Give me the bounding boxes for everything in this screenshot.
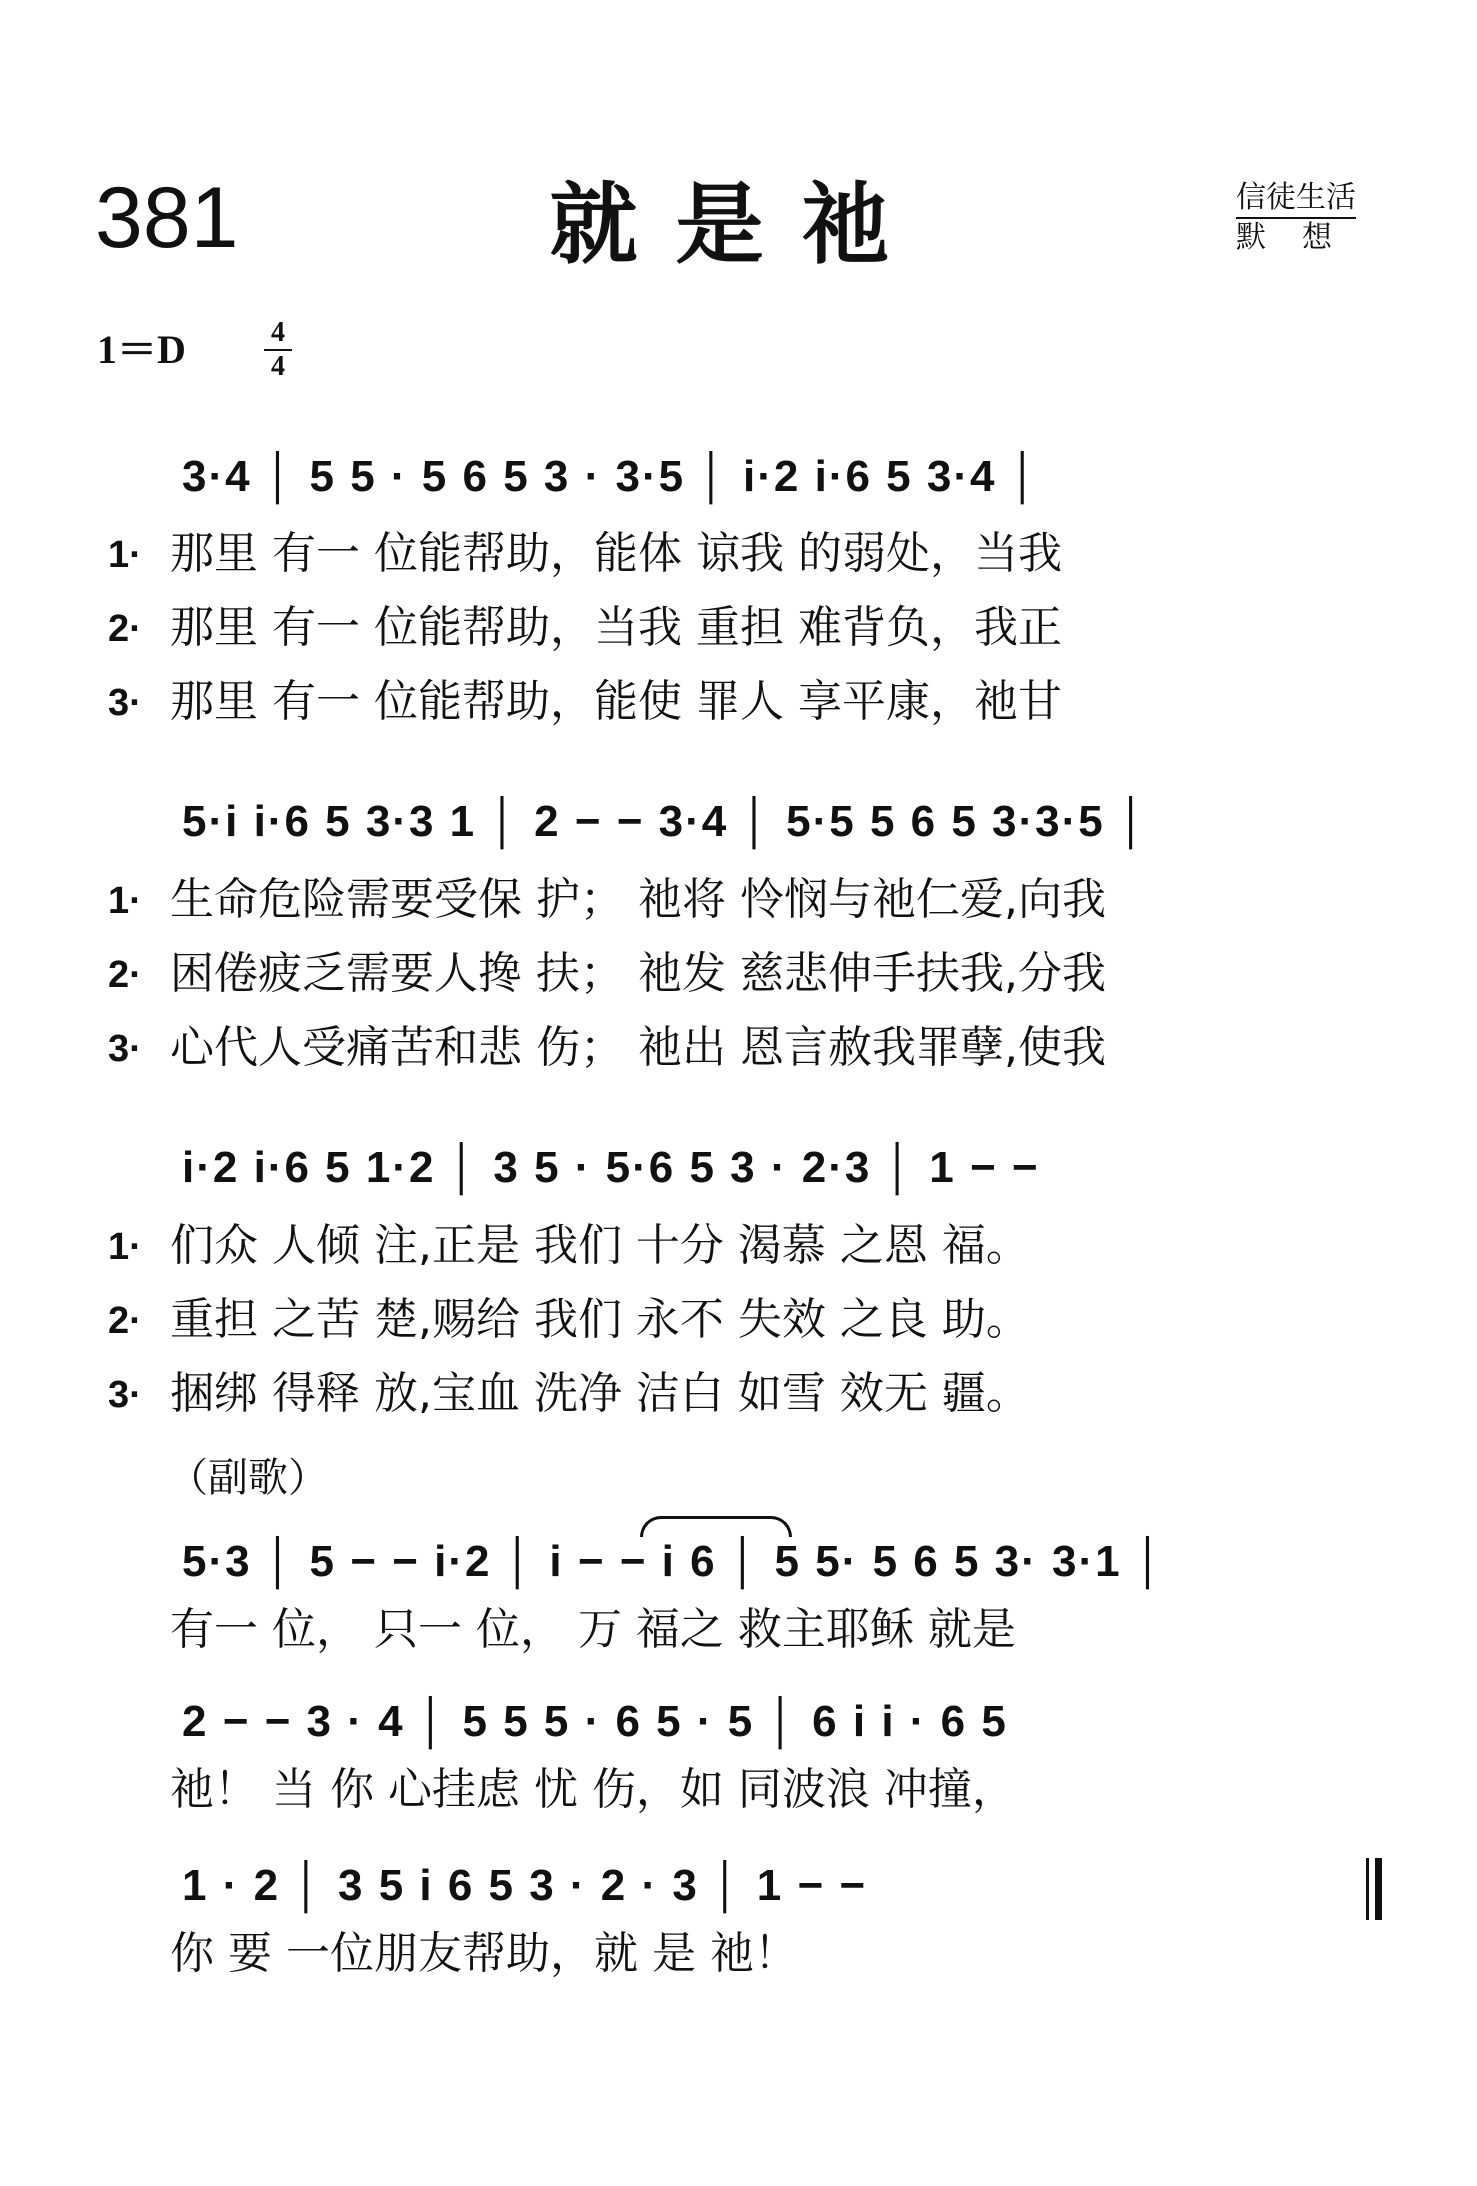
lyric-line: 那里 有一 位能帮助，能使 罪人 享平康，祂甘 <box>170 676 1062 727</box>
hymn-number: 381 <box>95 170 239 266</box>
lyric-line: 困倦疲乏需要人搀 扶； 祂发 慈悲伸手扶我,分我 <box>170 948 1106 999</box>
final-barline-thin <box>1366 1858 1369 1920</box>
time-signature-bottom: 4 <box>271 351 285 382</box>
lyric-line: 捆绑 得释 放,宝血 洗净 洁白 如雪 效无 疆。 <box>170 1368 1030 1419</box>
source-line-1: 信徒生活 <box>1236 180 1356 219</box>
lyric-line: 生命危险需要受保 护； 祂将 怜悯与祂仁爱,向我 <box>170 874 1106 925</box>
chorus-lyric-line: 祂！ 当 你 心挂虑 忧 伤，如 同波浪 冲撞， <box>170 1764 1016 1815</box>
chorus-label: （副歌） <box>168 1455 328 1501</box>
source-attribution <box>1236 180 1368 256</box>
chorus-notation-line-2: 2 − − 3 · 4 │ 5 5 5 · 6 5 · 5 │ 6 i i · 6 5 <box>182 1697 1008 1746</box>
time-signature-top: 4 <box>271 317 285 348</box>
chorus-lyric-line: 有一 位， 只一 位， 万 福之 救主耶稣 就是 <box>170 1604 1016 1655</box>
verse-number: 3· <box>108 682 142 724</box>
verse-number: 1· <box>108 534 142 576</box>
verse-number: 1· <box>108 880 142 922</box>
time-signature <box>264 318 292 382</box>
key-signature: 1＝D <box>97 327 186 372</box>
verse-number: 2· <box>108 608 142 650</box>
notation-line-2: 5·i i·6 5 3·3 1 │ 2 − − 3·4 │ 5·5 5 6 5 3·3·5 │ <box>182 797 1149 846</box>
notation-line-3: i·2 i·6 5 1·2 │ 3 5 · 5·6 5 3 · 2·3 │ 1 − − <box>182 1143 1040 1192</box>
verse-number: 2· <box>108 954 142 996</box>
verse-number: 3· <box>108 1028 142 1070</box>
final-barline-thick <box>1375 1858 1382 1920</box>
source-line-2: 默想 <box>1236 220 1368 255</box>
lyric-line: 那里 有一 位能帮助，当我 重担 难背负，我正 <box>170 602 1062 653</box>
lyric-line: 重担 之苦 楚,赐给 我们 永不 失效 之良 助。 <box>170 1294 1030 1345</box>
notation-line-1: 3·4 │ 5 5 · 5 6 5 3 · 3·5 │ i·2 i·6 5 3·4 │ <box>182 452 1041 501</box>
lyric-line: 们众 人倾 注,正是 我们 十分 渴慕 之恩 福。 <box>170 1220 1030 1271</box>
lyric-line: 那里 有一 位能帮助，能体 谅我 的弱处，当我 <box>170 528 1062 579</box>
verse-number: 1· <box>108 1226 142 1268</box>
lyric-line: 心代人受痛苦和悲 伤； 祂出 恩言赦我罪孽,使我 <box>170 1022 1106 1073</box>
verse-number: 2· <box>108 1300 142 1342</box>
chorus-notation-line-1: 5·3 │ 5 − − i·2 │ i − − i 6 │ 5 5· 5 6 5 3· 3·1 │ <box>182 1537 1166 1586</box>
chorus-notation-line-3: 1 · 2 │ 3 5 i 6 5 3 · 2 · 3 │ 1 − − <box>182 1861 868 1910</box>
slur-mark <box>640 1516 792 1537</box>
chorus-lyric-line: 你 要 一位朋友帮助，就 是 祂！ <box>170 1928 798 1979</box>
hymn-title: 就是祂 <box>549 172 928 276</box>
verse-number: 3· <box>108 1374 142 1416</box>
